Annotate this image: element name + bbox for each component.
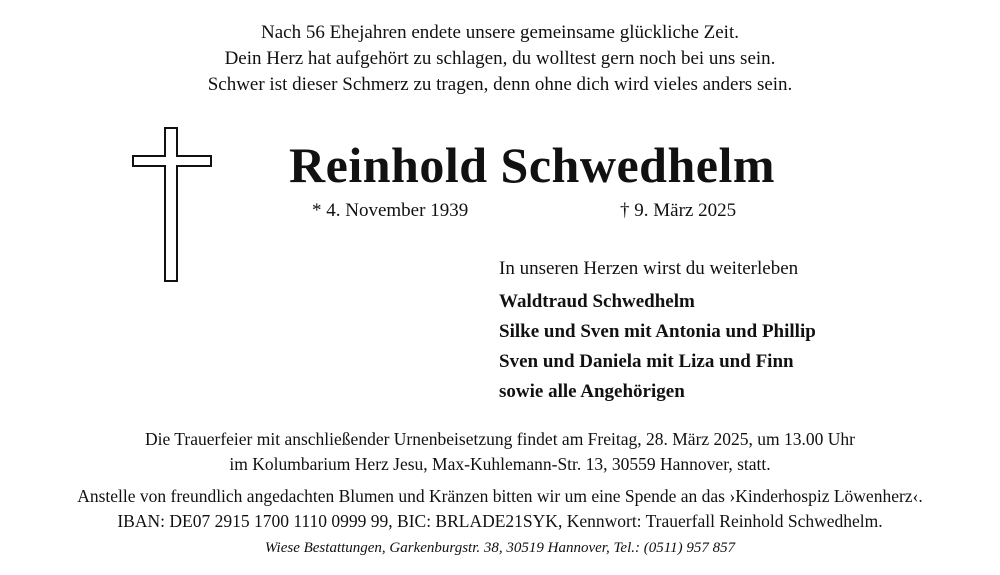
death-date: † 9. März 2025 bbox=[620, 200, 737, 221]
undertaker-info: Wiese Bestattungen, Garkenburgstr. 38, 30519 Hannover, Tel.: (0511) 957 857 bbox=[264, 540, 736, 556]
poem-line: Nach 56 Ehejahren endete unsere gemeinsame glückliche Zeit. bbox=[261, 22, 739, 43]
mourners-intro: In unseren Herzen wirst du weiterleben bbox=[499, 258, 799, 279]
mourner-name: Sven und Daniela mit Liza und Finn bbox=[499, 351, 794, 372]
deceased-name: Reinhold Schwedhelm bbox=[289, 137, 775, 193]
poem bbox=[0, 20, 1000, 98]
birth-date: * 4. November 1939 bbox=[312, 200, 469, 221]
donation-info bbox=[0, 484, 1000, 534]
ceremony-line: Die Trauerfeier mit anschließender Urnenbeisetzung findet am Freitag, 28. März 2025, um 13.00 Uhr bbox=[144, 429, 855, 449]
poem-line: Schwer ist dieser Schmerz zu tragen, denn ohne dich wird vieles anders sein. bbox=[207, 74, 793, 95]
ceremony-line: im Kolumbarium Herz Jesu, Max-Kuhlemann-Str. 13, 30559 Hannover, statt. bbox=[229, 454, 771, 474]
ceremony-info bbox=[0, 427, 1000, 477]
mourner-name: sowie alle Angehörigen bbox=[499, 381, 685, 402]
mourners-block bbox=[499, 255, 816, 407]
donation-line: IBAN: DE07 2915 1700 1110 0999 99, BIC: BRLADE21SYK, Kennwort: Trauerfall Reinhold Schwedhelm. bbox=[117, 511, 883, 531]
mourner-name: Waldtraud Schwedhelm bbox=[499, 291, 695, 312]
poem-line: Dein Herz hat aufgehört zu schlagen, du wolltest gern noch bei uns sein. bbox=[224, 48, 776, 69]
donation-line: Anstelle von freundlich angedachten Blumen und Kränzen bitten wir um eine Spende an das ›Kinderhospiz Löwenherz‹. bbox=[77, 486, 923, 506]
mourner-name: Silke und Sven mit Antonia und Phillip bbox=[499, 321, 816, 342]
